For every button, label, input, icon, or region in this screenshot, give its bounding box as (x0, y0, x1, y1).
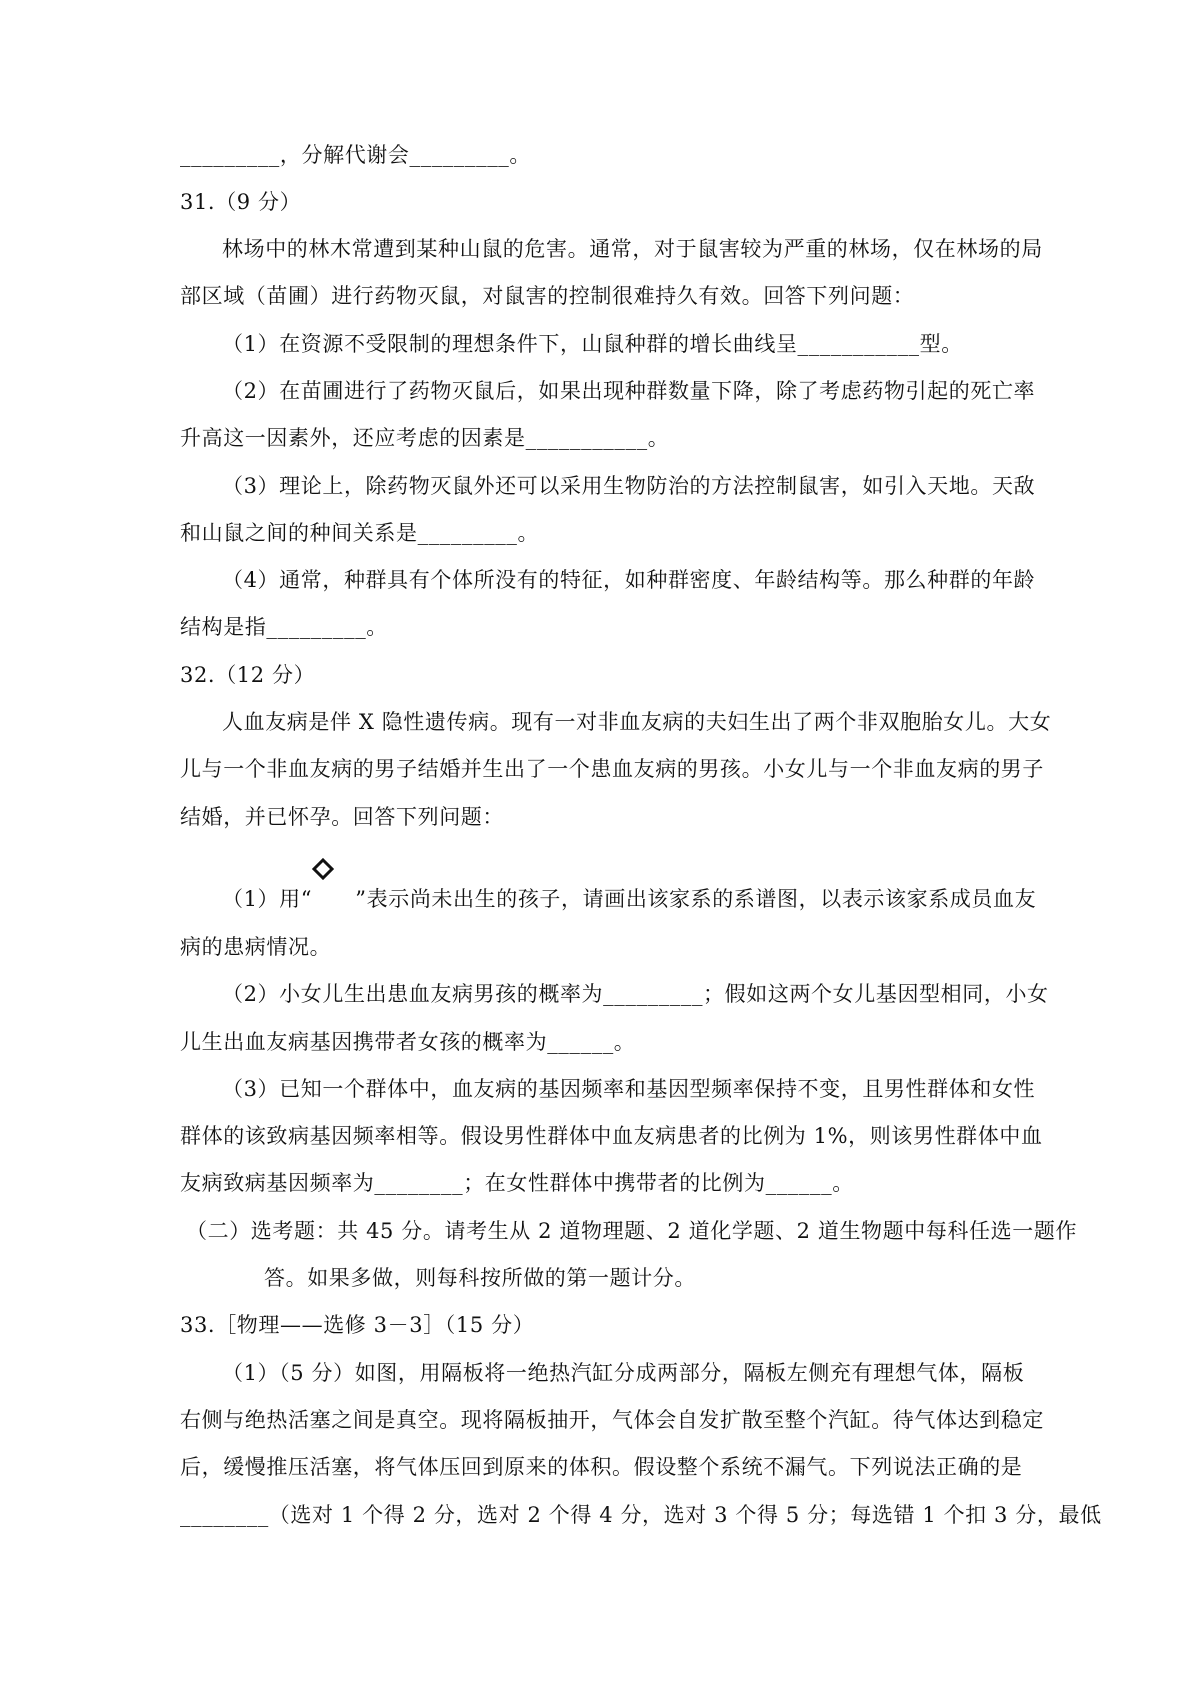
text-line-21: 群体的该致病基因频率相等。假设男性群体中血友病患者的比例为 1%，则该男性群体中血 (180, 1124, 1043, 1148)
text-line-10: （4）通常，种群具有个体所没有的特征，如种群密度、年龄结构等。那么种群的年龄 (222, 568, 1036, 592)
diamond-icon (312, 858, 334, 880)
text-line-6: （2）在苗圃进行了药物灭鼠后，如果出现种群数量下降，除了考虑药物引起的死亡率 (222, 379, 1036, 403)
question-32-header: 32.（12 分） (180, 663, 316, 687)
text-line-24: 答。如果多做，则每科按所做的第一题计分。 (264, 1266, 696, 1290)
text-line-19: 儿生出血友病基因携带者女孩的概率为______。 (180, 1030, 636, 1054)
text-line-22: 友病致病基因频率为________；在女性群体中携带者的比例为______。 (180, 1171, 854, 1195)
text-line-29: ________（选对 1 个得 2 分，选对 2 个得 4 分，选对 3 个得 5 分；每选错 1 个扣 3 分，最低 (180, 1503, 1102, 1527)
text-line-1: _________，分解代谢会_________。 (180, 143, 531, 167)
question-31-header: 31.（9 分） (180, 190, 302, 214)
text-line-17: 病的患病情况。 (180, 935, 332, 959)
text-line-26: （1）（5 分）如图，用隔板将一绝热汽缸分成两部分，隔板左侧充有理想气体，隔板 (222, 1361, 1025, 1385)
text-line-16: （1）用“ ”表示尚未出生的孩子，请画出该家系的系谱图，以表示该家系成员血友 (222, 887, 1037, 911)
text-line-3: 林场中的林木常遭到某种山鼠的危害。通常，对于鼠害较为严重的林场，仅在林场的局 (222, 237, 1043, 261)
text-line-14: 儿与一个非血友病的男子结婚并生出了一个患血友病的男孩。小女儿与一个非血友病的男子 (180, 757, 1044, 781)
text-line-9: 和山鼠之间的种间关系是_________。 (180, 521, 540, 545)
text-line-7: 升高这一因素外，还应考虑的因素是___________。 (180, 426, 670, 450)
text-line-4: 部区域（苗圃）进行药物灭鼠，对鼠害的控制很难持久有效。回答下列问题： (180, 284, 915, 308)
section-header-elective: （二）选考题：共 45 分。请考生从 2 道物理题、2 道化学题、2 道生物题中每科任选一题作 (186, 1219, 1078, 1243)
text-line-5: （1）在资源不受限制的理想条件下，山鼠种群的增长曲线呈___________型。 (222, 332, 963, 356)
question-33-header: 33.［物理——选修 3－3］（15 分） (180, 1313, 535, 1337)
text-line-11: 结构是指_________。 (180, 615, 388, 639)
text-line-18: （2）小女儿生出患血友病男孩的概率为_________；假如这两个女儿基因型相同，小女 (222, 982, 1049, 1006)
text-line-28: 后，缓慢推压活塞，将气体压回到原来的体积。假设整个系统不漏气。下列说法正确的是 (180, 1455, 1023, 1479)
text-line-13: 人血友病是伴 X 隐性遗传病。现有一对非血友病的夫妇生出了两个非双胞胎女儿。大女 (222, 710, 1052, 734)
text-line-8: （3）理论上，除药物灭鼠外还可以采用生物防治的方法控制鼠害，如引入天地。天敌 (222, 474, 1036, 498)
text-line-20: （3）已知一个群体中，血友病的基因频率和基因型频率保持不变，且男性群体和女性 (222, 1077, 1036, 1101)
text-line-15: 结婚，并已怀孕。回答下列问题： (180, 805, 504, 829)
text-line-27: 右侧与绝热活塞之间是真空。现将隔板抽开，气体会自发扩散至整个汽缸。待气体达到稳定 (180, 1408, 1044, 1432)
